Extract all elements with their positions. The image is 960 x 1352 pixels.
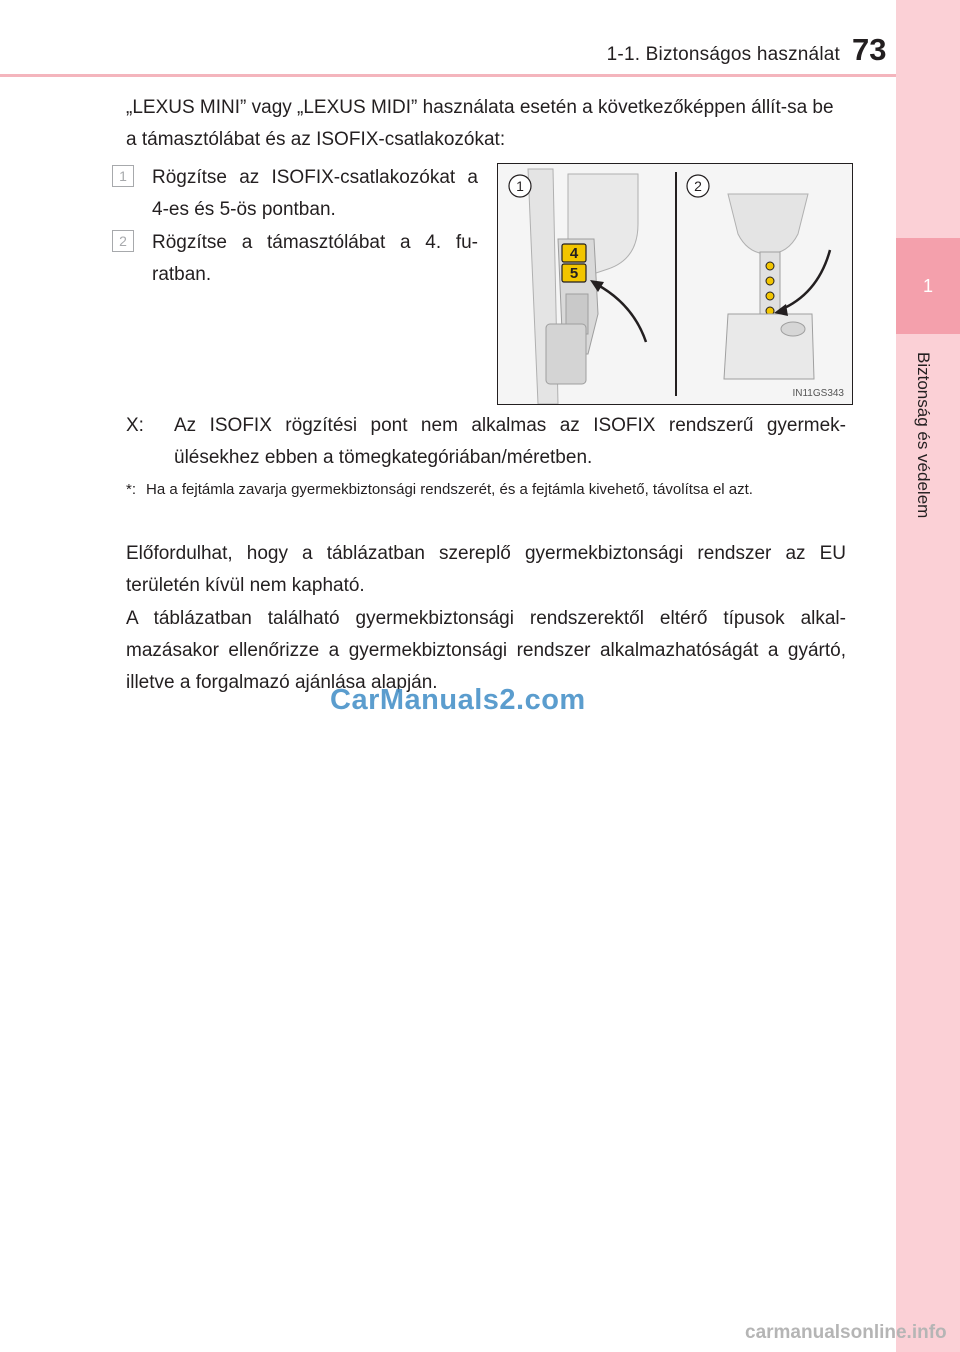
section-title: 1-1. Biztonságos használat bbox=[606, 44, 840, 65]
position-label-4: 4 bbox=[569, 245, 579, 262]
note-text: Ha a fejtámla zavarja gyermekbiztonsági rendszerét, és a fejtámla kivehető, távolítsa el azt. bbox=[146, 481, 753, 498]
isofix-illustration bbox=[497, 163, 853, 405]
step-text: Rögzítse a támasztólábat a 4. fu-ratban. bbox=[152, 232, 478, 285]
note-text: Az ISOFIX rögzítési pont nem alkalmas az ISOFIX rendszerű gyermek-ülésekhez ebben a tömegkategóriában/méretben. bbox=[174, 415, 846, 468]
illustration-drawing bbox=[498, 164, 853, 405]
header-rule bbox=[0, 74, 896, 77]
step-text: Rögzítse az ISOFIX-csatlakozókat a 4-es és 5-ös pontban. bbox=[152, 167, 478, 220]
arrow-icon bbox=[596, 284, 646, 342]
chapter-title: Biztonság és védelem bbox=[914, 352, 933, 519]
step-number-badge: 2 bbox=[112, 230, 134, 252]
chapter-number: 1 bbox=[922, 276, 933, 296]
step-number-badge: 1 bbox=[112, 165, 134, 187]
page-number: 73 bbox=[852, 32, 887, 67]
paragraph-availability: Előfordulhat, hogy a táblázatban szereplő gyermekbiztonsági rendszer az EU területén kívül nem kapható. bbox=[126, 543, 846, 596]
arrow-icon bbox=[780, 250, 830, 310]
watermark-top: CarManuals2.com bbox=[330, 684, 586, 716]
callout-2: 2 bbox=[694, 178, 702, 194]
paragraph-compatibility: A táblázatban található gyermekbiztonsági rendszerektől eltérő típusok alkal-mazásakor ellenőrizze a gyermekbiztonsági rendszer alkalmazhatóságát a gyártó, illetve a forgalmazó ajánlása alapján. bbox=[126, 608, 846, 693]
intro-paragraph: „LEXUS MINI” vagy „LEXUS MIDI” használata esetén a következőképpen állít-sa be a támasztólábat és az ISOFIX-csatlakozókat: bbox=[126, 97, 834, 150]
note-key: *: bbox=[126, 481, 137, 498]
side-strip bbox=[896, 0, 960, 1352]
note-key: X: bbox=[126, 415, 144, 436]
position-label-5: 5 bbox=[569, 265, 579, 282]
callout-1: 1 bbox=[516, 178, 524, 194]
figure-code: IN11GS343 bbox=[792, 388, 844, 399]
watermark-bottom: carmanualsonline.info bbox=[745, 1322, 947, 1343]
